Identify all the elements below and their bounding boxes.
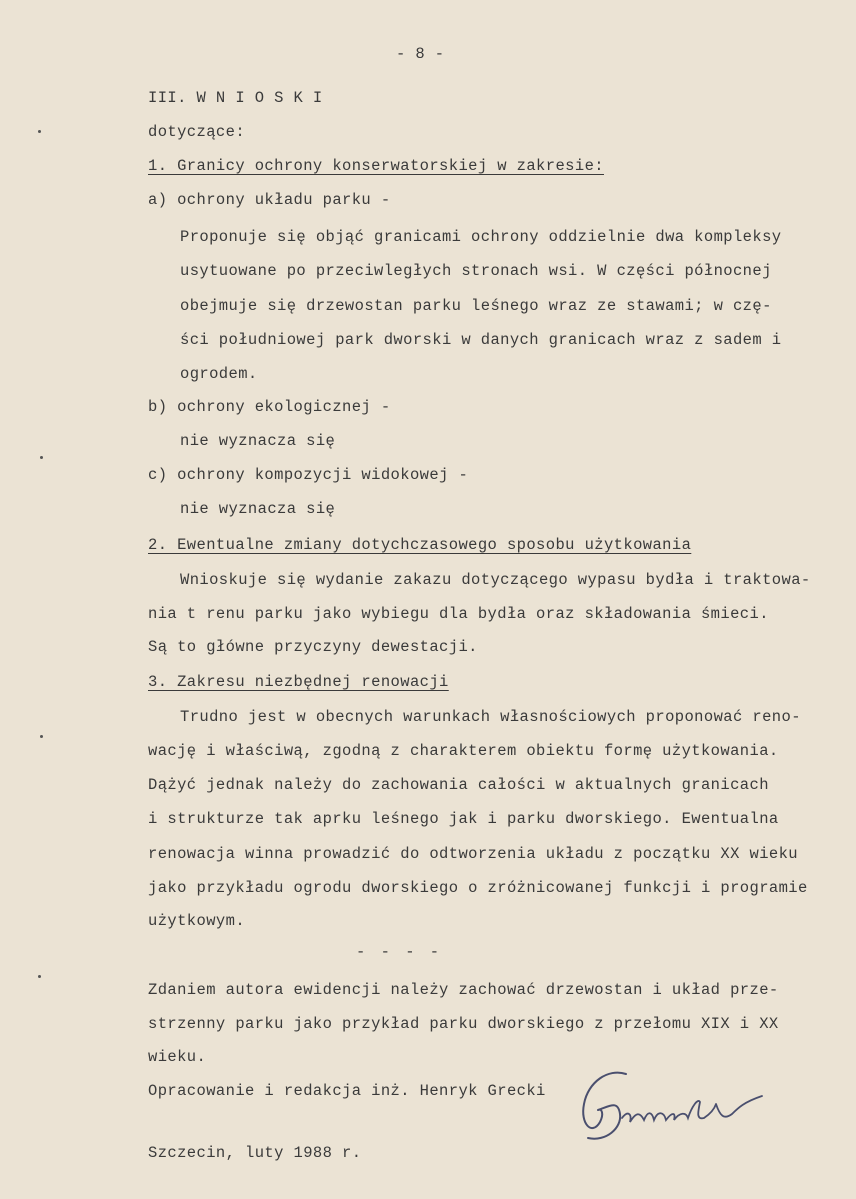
section-3-line-3: Dążyć jednak należy do zachowania całości w aktualnych granicach <box>148 776 769 794</box>
place-date: Szczecin, luty 1988 r. <box>148 1144 362 1162</box>
margin-mark <box>40 735 43 738</box>
section-subheading: dotyczące: <box>148 123 246 141</box>
conclusion-line-1: Zdaniem autora ewidencji należy zachować drzewostan i układ prze- <box>148 981 779 999</box>
section-3-line-7: użytkowym. <box>148 912 246 930</box>
section-heading: III. W N I O S K I <box>148 89 323 107</box>
section-2-line-1: Wnioskuje się wydanie zakazu dotyczącego wypasu bydła i traktowa- <box>180 571 811 589</box>
item-a-label: a) ochrony układu parku - <box>148 191 391 209</box>
separator: - - - - <box>356 943 443 961</box>
margin-mark <box>38 130 41 133</box>
section-3-line-1: Trudno jest w obecnych warunkach własnościowych proponować reno- <box>180 708 801 726</box>
item-a-line-2: usytuowane po przeciwległych stronach wsi. W części północnej <box>180 262 772 280</box>
section-3-line-5: renowacja winna prowadzić do odtworzenia układu z początku XX wieku <box>148 845 799 863</box>
item-b-label: b) ochrony ekologicznej - <box>148 398 391 416</box>
conclusion-line-2: strzenny parku jako przykład parku dworskiego z przełomu XIX i XX <box>148 1015 779 1033</box>
section-3-line-4: i strukturze tak aprku leśnego jak i parku dworskiego. Ewentualna <box>148 810 779 828</box>
section-2-title: 2. Ewentualne zmiany dotychczasowego sposobu użytkowania <box>148 536 692 554</box>
item-a-line-3: obejmuje się drzewostan parku leśnego wraz ze stawami; w czę- <box>180 297 772 315</box>
item-c-label: c) ochrony kompozycji widokowej - <box>148 466 469 484</box>
page-number: - 8 - <box>396 45 445 63</box>
section-1-title: 1. Granicy ochrony konserwatorskiej w zakresie: <box>148 157 604 175</box>
item-a-line-5: ogrodem. <box>180 365 258 383</box>
section-2-line-2: nia t renu parku jako wybiegu dla bydła oraz składowania śmieci. <box>148 605 769 623</box>
margin-mark <box>40 456 43 459</box>
item-c-text: nie wyznacza się <box>180 500 336 518</box>
section-2-line-3: Są to główne przyczyny dewestacji. <box>148 638 478 656</box>
section-3-line-6: jako przykładu ogrodu dworskiego o zróżnicowanej funkcji i programie <box>148 879 808 897</box>
signature <box>548 1062 798 1152</box>
item-a-line-1: Proponuje się objąć granicami ochrony oddzielnie dwa kompleksy <box>180 228 782 246</box>
section-3-title: 3. Zakresu niezbędnej renowacji <box>148 673 449 691</box>
margin-mark <box>38 975 41 978</box>
section-3-line-2: wację i właściwą, zgodną z charakterem obiektu formę użytkowania. <box>148 742 779 760</box>
item-b-text: nie wyznacza się <box>180 432 336 450</box>
item-a-line-4: ści południowej park dworski w danych granicach wraz z sadem i <box>180 331 782 349</box>
author-line: Opracowanie i redakcja inż. Henryk Grecki <box>148 1082 546 1100</box>
conclusion-line-3: wieku. <box>148 1048 207 1066</box>
